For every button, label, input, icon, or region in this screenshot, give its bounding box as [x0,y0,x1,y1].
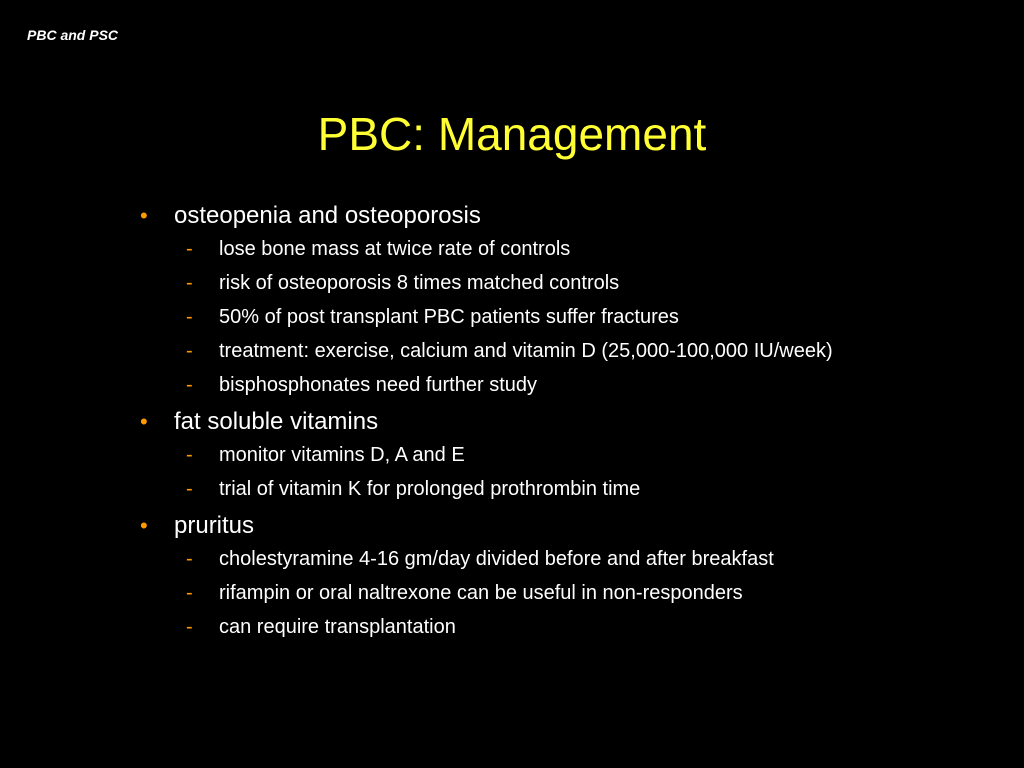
sub-item-text: risk of osteoporosis 8 times matched controls [219,272,620,294]
sub-item-text: rifampin or oral naltrexone can be useful in non-responders [219,582,743,604]
sub-item-text: lose bone mass at twice rate of controls [219,238,571,260]
dash-icon: - [186,582,193,604]
dash-icon: - [186,478,193,500]
dash-icon: - [186,444,193,466]
sub-item [140,270,920,296]
sub-item [140,546,920,572]
sub-item [140,580,920,606]
bullet-item [140,406,920,437]
sub-item-text: 50% of post transplant PBC patients suffer fractures [219,306,679,328]
sub-list [140,546,920,640]
bullet-dot-icon: • [140,409,148,434]
sub-item-text: monitor vitamins D, A and E [219,444,465,466]
dash-icon: - [186,340,193,362]
sub-list [140,236,920,398]
sub-item-text: treatment: exercise, calcium and vitamin D (25,000-100,000 IU/week) [219,340,833,362]
dash-icon: - [186,548,193,570]
sub-item [140,372,920,398]
sub-item-text: bisphosphonates need further study [219,374,537,396]
sub-item-text: cholestyramine 4-16 gm/day divided before and after breakfast [219,548,774,570]
sub-item [140,614,920,640]
bullet-text: osteopenia and osteoporosis [174,202,481,229]
dash-icon: - [186,272,193,294]
sub-item [140,338,920,364]
bullet-dot-icon: • [140,203,148,228]
sub-item-text: can require transplantation [219,616,456,638]
dash-icon: - [186,616,193,638]
bullet-text: fat soluble vitamins [174,408,379,435]
sub-item [140,304,920,330]
sub-item [140,476,920,502]
sub-list [140,442,920,502]
sub-item-text: trial of vitamin K for prolonged prothrombin time [219,478,641,500]
bullet-dot-icon: • [140,513,148,538]
dash-icon: - [186,238,193,260]
dash-icon: - [186,374,193,396]
header-label: PBC and PSC [27,27,119,43]
bullet-text: pruritus [174,512,255,539]
bullet-item [140,200,920,231]
sub-item [140,442,920,468]
slide-title: PBC: Management [317,108,707,160]
sub-item [140,236,920,262]
bullet-list [140,200,920,648]
bullet-item [140,510,920,541]
dash-icon: - [186,306,193,328]
